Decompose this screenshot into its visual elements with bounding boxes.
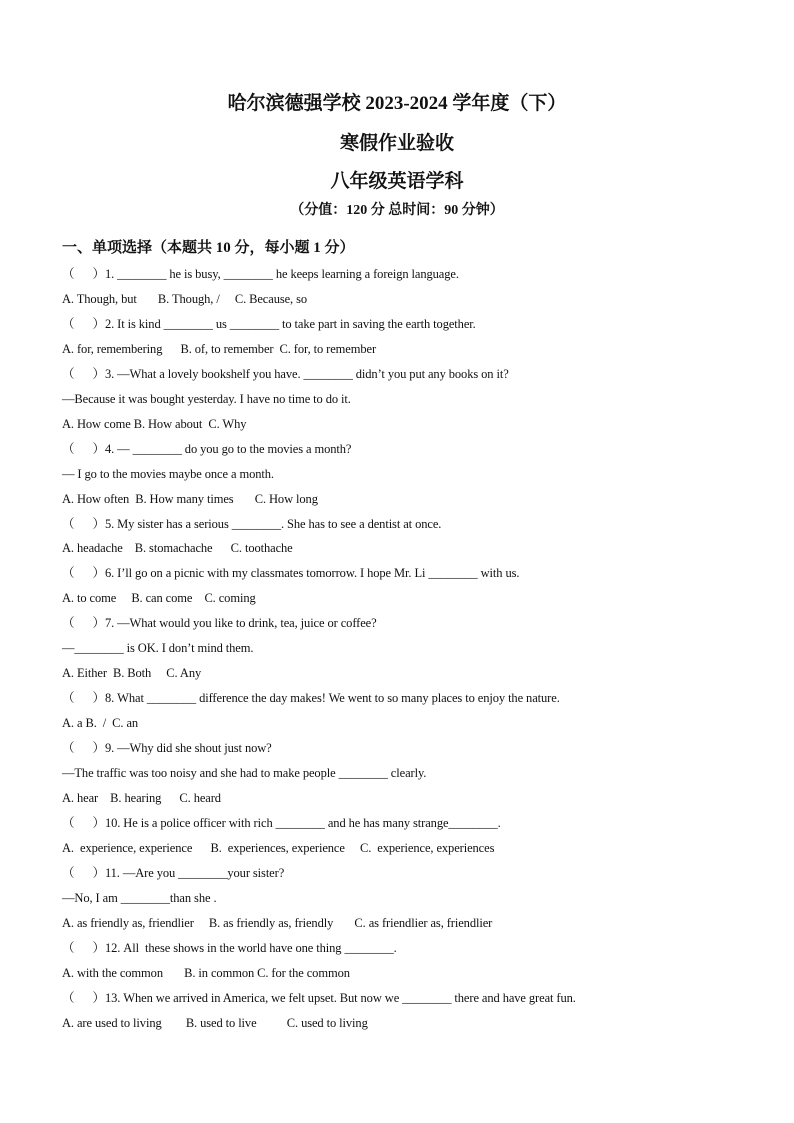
section-title: 一、单项选择（本题共 10 分，每小题 1 分） (62, 240, 355, 256)
question-line: （ ）7. —What would you like to drink, tea, juice or coffee? (62, 616, 377, 631)
option-line: A. as friendly as, friendlier B. as friendly as, friendly C. as friendlier as, friendlier (62, 915, 493, 930)
option-line: A. Either B. Both C. Any (62, 666, 202, 681)
question-line: （ ）12. All these shows in the world have one thing ________. (62, 940, 397, 955)
option-line: A. hear B. hearing C. heard (62, 791, 221, 806)
option-line: A. to come B. can come C. coming (62, 591, 256, 606)
question-line: （ ）13. When we arrived in America, we felt upset. But now we ________ there and have great fun. (62, 990, 576, 1005)
option-line: A. for, remembering B. of, to remember C. for, to remember (62, 341, 377, 356)
dialogue-line: —No, I am ________than she . (62, 890, 217, 905)
question-line: （ ）2. It is kind ________ us ________ to take part in saving the earth together. (62, 316, 476, 331)
document-subtitle-assignment: 寒假作业验收 (339, 133, 454, 154)
question-line: （ ）8. What ________ difference the day makes! We went to so many places to enjoy the nature. (62, 691, 560, 706)
dialogue-line: —Because it was bought yesterday. I have no time to do it. (62, 391, 351, 406)
option-line: A. experience, experience B. experiences, experience C. experience, experiences (62, 840, 495, 855)
option-line: A. are used to living B. used to live C. used to living (62, 1015, 368, 1030)
option-line: A. headache B. stomachache C. toothache (62, 541, 293, 556)
question-line: （ ）10. He is a police officer with rich ________ and he has many strange________. (62, 815, 501, 830)
question-list (62, 262, 742, 1036)
document-header (0, 92, 794, 221)
document-title: 哈尔滨德强学校 2023-2024 学年度（下） (227, 93, 567, 114)
option-line: A. Though, but B. Though, / C. Because, so (62, 291, 308, 306)
question-line: （ ）3. —What a lovely bookshelf you have. ________ didn’t you put any books on it? (62, 366, 509, 381)
document-subtitle-subject: 八年级英语学科 (330, 171, 464, 192)
option-line: A. How often B. How many times C. How long (62, 491, 318, 506)
question-line: （ ）6. I’ll go on a picnic with my classmates tomorrow. I hope Mr. Li ________ with us. (62, 566, 520, 581)
option-line: A. with the common B. in common C. for the common (62, 965, 350, 980)
question-line: （ ）1. ________ he is busy, ________ he keeps learning a foreign language. (62, 267, 459, 281)
dialogue-line: —________ is OK. I don’t mind them. (62, 641, 254, 656)
question-line: （ ）5. My sister has a serious ________. She has to see a dentist at once. (62, 516, 442, 531)
option-line: A. a B. / C. an (62, 716, 139, 731)
question-line: （ ）9. —Why did she shout just now? (62, 741, 272, 756)
option-line: A. How come B. How about C. Why (62, 416, 247, 431)
question-line: （ ）11. —Are you ________your sister? (62, 865, 285, 880)
question-line: （ ）4. — ________ do you go to the movies a month? (62, 441, 352, 456)
dialogue-line: — I go to the movies maybe once a month. (62, 466, 274, 481)
dialogue-line: —The traffic was too noisy and she had to make people ________ clearly. (62, 766, 427, 781)
score-info: （分值：120 分 总时间：90 分钟） (290, 203, 504, 218)
